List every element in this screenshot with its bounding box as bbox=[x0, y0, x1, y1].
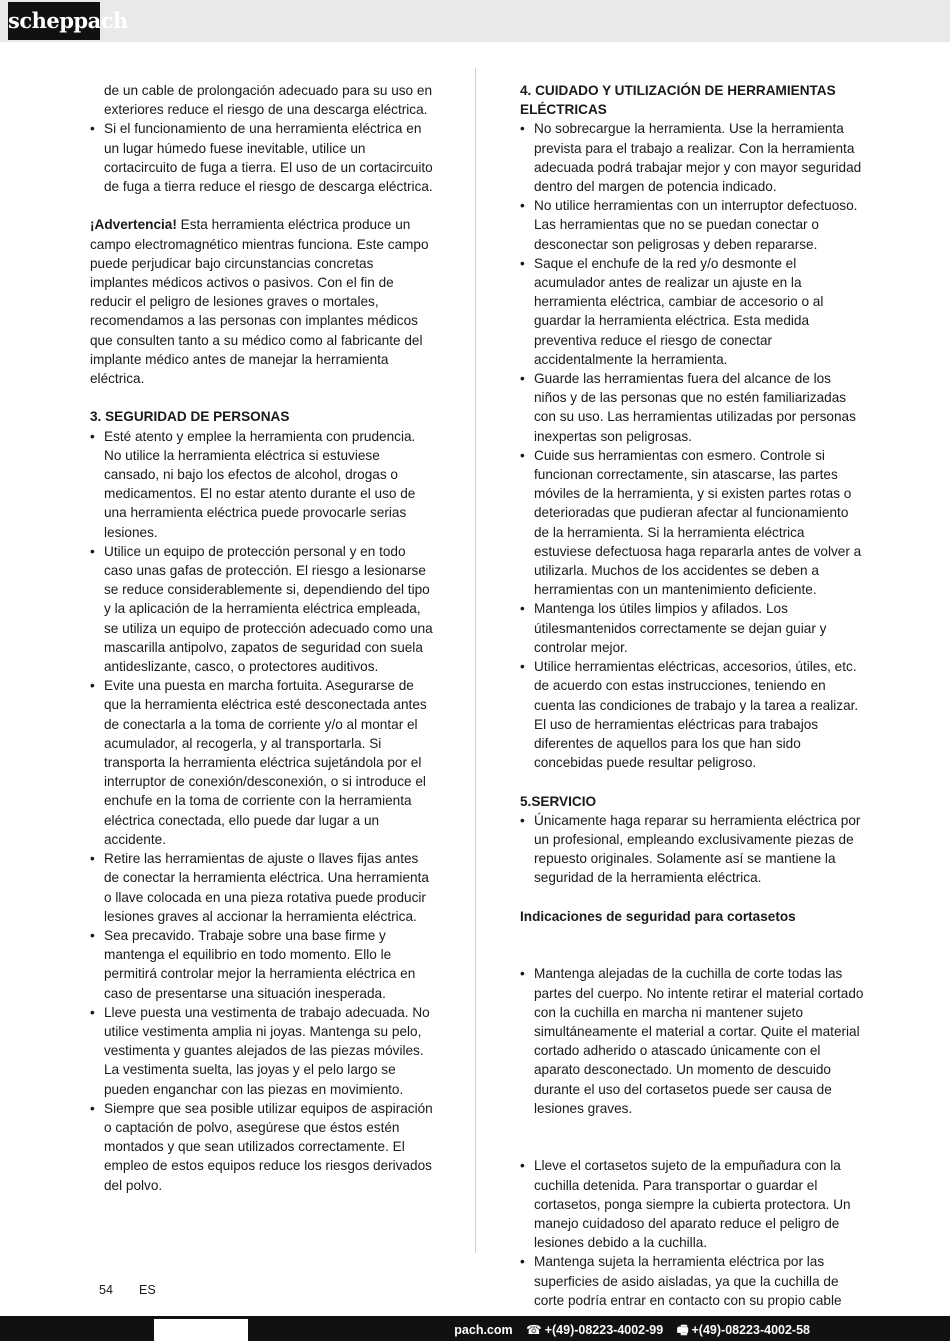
bullet-item: • Guarde las herramientas fuera del alcance de los niños y de las personas que no estén familiarizadas con su uso. Las herramientas utilizadas por personas inexpertas son peligrosas. bbox=[520, 369, 865, 446]
bullet-item: • Mantenga sujeta la herramienta eléctrica por las superficies de asido aisladas, ya que la cuchilla de corte podría entrar en contacto con su propio cable bbox=[520, 1252, 865, 1310]
warning-text: Esta herramienta eléctrica produce un campo electromagnético mientras funciona. Este campo puede perjudicar bajo circunstancias concretas implantes médicos activos o pasivos. Con el fin de reducir el peligro de lesiones graves o mortales, recomendamos a las personas con implantes médicos que consulten tanto a su médico como al fabricante del implante médico antes de manejar la herramienta eléctrica. bbox=[90, 217, 429, 387]
bullet-item: • Evite una puesta en marcha fortuita. Asegurarse de que la herramienta eléctrica esté desconectada antes de conectarla a la toma de corriente y/o al montar el acumulador, al recogerla, y al transportarla. Si transporta la herramienta eléctrica sujetándola por el interruptor de conexión/desconexión, o si introduce el enchufe en la toma de corriente con la herramienta eléctrica conectada, ello puede dar lugar a un accidente. bbox=[90, 676, 435, 849]
bullet-item: • No sobrecargue la herramienta. Use la herramienta prevista para el trabajo a realizar. Con la herramienta adecuada podrá trabajar mejor y con mayor seguridad dentro del margen de potencia indicado. bbox=[520, 119, 865, 196]
bullet-item: • Retire las herramientas de ajuste o llaves fijas antes de conectar la herramienta eléctrica. Una herramienta o llave colocada en una pieza rotativa puede producir lesiones graves al accionar la herramienta eléctrica. bbox=[90, 849, 435, 926]
bullet-item: • Utilice herramientas eléctricas, accesorios, útiles, etc. de acuerdo con estas instrucciones, teniendo en cuenta las condiciones de trabajo y la tarea a realizar. El uso de herramientas eléctricas para trabajos diferentes de aquellos para los que han sido concebidas puede resultar peligroso. bbox=[520, 657, 865, 772]
bullet-item: • Cuide sus herramientas con esmero. Controle si funcionan correctamente, sin atascarse, las partes móviles de la herramienta, y si existen partes rotas o deterioradas que pudieran afectar al funcionamiento de la herramienta. Si la herramienta eléctrica estuviese defectuosa haga repararla antes de volver a utilizarla. Muchos de los accidentes se deben a herramientas con un mantenimiento deficiente. bbox=[520, 446, 865, 600]
language-code: ES bbox=[139, 1283, 156, 1297]
footer-white-box bbox=[154, 1319, 248, 1341]
bullet-item: • Únicamente haga reparar su herramienta eléctrica por un profesional, empleando exclusivamente piezas de repuesto originales. Solamente así se mantiene la seguridad de la herramienta eléctrica. bbox=[520, 811, 865, 888]
warning-paragraph bbox=[90, 215, 435, 388]
right-column bbox=[520, 81, 865, 1310]
brand-logo: scheppach bbox=[8, 2, 100, 40]
footer-bar bbox=[0, 1316, 950, 1341]
bullet-item: • Sea precavido. Trabaje sobre una base firme y mantenga el equilibrio en todo momento. Ello le permitirá controlar mejor la herramienta eléctrica en caso de presentarse una situación inesperada. bbox=[90, 926, 435, 1003]
bullet-item: • Lleve puesta una vestimenta de trabajo adecuada. No utilice vestimenta amplia ni joyas. Mantenga su pelo, vestimenta y guantes alejados de las piezas móviles. La vestimenta suelta, las joyas y el pelo largo se pueden enganchar con las piezas en movimiento. bbox=[90, 1003, 435, 1099]
section-heading-hedge-safety: Indicaciones de seguridad para cortasetos bbox=[520, 908, 796, 924]
bullet-item: • No utilice herramientas con un interruptor defectuoso. Las herramientas que no se puedan conectar o desconectar son peligrosas y deben repararse. bbox=[520, 196, 865, 254]
section-heading-5: 5.SERVICIO bbox=[520, 793, 597, 809]
bullet-item: • Lleve el cortasetos sujeto de la empuñadura con la cuchilla detenida. Para transportar o guardar el cortasetos, ponga siempre la cubierta protectora. Un manejo cuidadoso del aparato reduce el peligro de lesiones debido a la cuchilla. bbox=[520, 1156, 865, 1252]
section-heading-3: 3. SEGURIDAD DE PERSONAS bbox=[90, 409, 290, 425]
column-divider bbox=[475, 68, 476, 1253]
website-text: pach.com bbox=[454, 1323, 513, 1337]
continued-paragraph: de un cable de prolongación adecuado para su uso en exteriores reduce el riesgo de una descarga eléctrica. bbox=[104, 83, 433, 118]
fax-icon: 🖷 bbox=[676, 1323, 689, 1337]
bullet-item: • Utilice un equipo de protección personal y en todo caso unas gafas de protección. El riesgo a lesionarse se reduce considerablemente si, dependiendo del tipo y la aplicación de la herramienta eléctrica empleada, se utiliza un equipo de protección adecuado como una mascarilla antipolvo, zapatos de seguridad con suela antideslizante, casco, o protectores auditivos. bbox=[90, 542, 435, 676]
footer-contact bbox=[444, 1321, 810, 1342]
page-number: 54 bbox=[99, 1283, 113, 1297]
bullet-item: • Si el funcionamiento de una herramienta eléctrica en un lugar húmedo fuese inevitable, utilice un cortacircuito de fuga a tierra. El uso de un cortacircuito de fuga a tierra reduce el riesgo de descarga eléctrica. bbox=[90, 119, 435, 196]
bullet-item: • Saque el enchufe de la red y/o desmonte el acumulador antes de realizar un ajuste en la herramienta eléctrica, cambiar de accesorio o al guardar la herramienta eléctrica. Esta medida preventiva reduce el riesgo de conectar accidentalmente la herramienta. bbox=[520, 254, 865, 369]
bullet-item: • Mantenga los útiles limpios y afilados. Los útilesmantenidos correctamente se dejan guiar y controlar mejor. bbox=[520, 599, 865, 657]
phone-number: +(49)-08223-4002-99 bbox=[544, 1323, 664, 1337]
fax-number: +(49)-08223-4002-58 bbox=[691, 1323, 810, 1337]
header-bar bbox=[0, 0, 950, 42]
bullet-item: • Esté atento y emplee la herramienta con prudencia. No utilice la herramienta eléctrica si estuviese cansado, ni bajo los efectos de alcohol, drogas o medicamentos. El no estar atento durante el uso de una herramienta eléctrica puede provocarle serias lesiones. bbox=[90, 427, 435, 542]
bullet-item: • Mantenga alejadas de la cuchilla de corte todas las partes del cuerpo. No intente retirar el material cortado con la cuchilla en marcha ni mantener sujeto simultáneamente el material a cortar. Quite el material cortado adherido o atascado únicamente con el aparato desconectado. Un momento de descuido durante el uso del cortasetos puede ser causa de lesiones graves. bbox=[520, 964, 865, 1118]
phone-icon: ☎ bbox=[526, 1323, 542, 1337]
section-heading-4: 4. CUIDADO Y UTILIZACIÓN DE HERRAMIENTAS ELÉCTRICAS bbox=[520, 83, 836, 118]
warning-label: ¡Advertencia! bbox=[90, 217, 177, 233]
bullet-item: • Siempre que sea posible utilizar equipos de aspiración o captación de polvo, asegúrese que éstos estén montados y que sean utilizados correctamente. El empleo de estos equipos reduce los riesgos derivados del polvo. bbox=[90, 1099, 435, 1195]
left-column bbox=[90, 81, 435, 1195]
